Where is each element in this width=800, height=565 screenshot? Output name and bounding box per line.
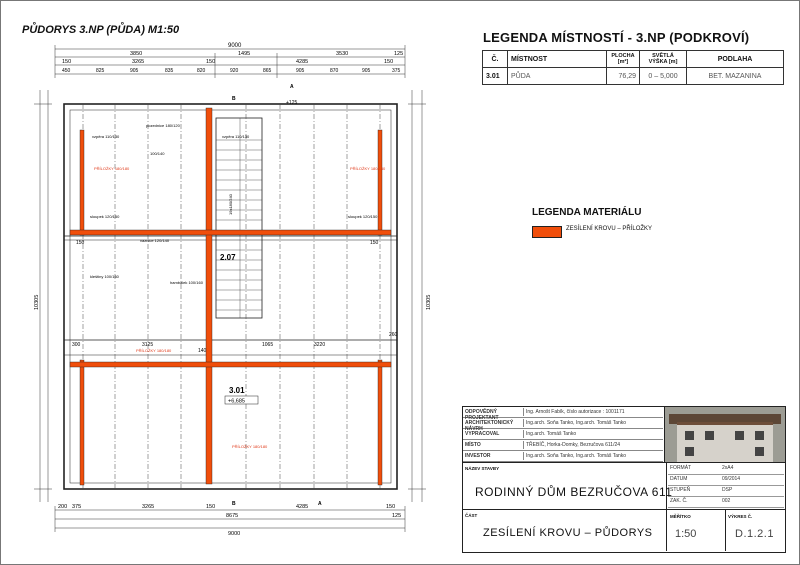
label-100: 100/140 <box>150 151 165 156</box>
dim-top-h: 4285 <box>296 59 309 65</box>
col-floor: PODLAHA <box>687 51 784 68</box>
tb-val-4: Ing.arch. Soňa Tanko, Ing.arch. Tomáš Tanko <box>523 452 626 460</box>
material-legend-title: LEGENDA MATERIÁLU <box>532 207 642 218</box>
dim-top-d: 125 <box>394 51 404 57</box>
label-schody: 19x180/240 <box>228 194 233 215</box>
dim-bot-5: 150 <box>386 504 396 510</box>
reinforcement-beams <box>70 108 391 485</box>
scale-value: 1:50 <box>675 528 697 540</box>
meta-val-3: 002 <box>722 498 731 504</box>
tb-key-3: MÍSTO <box>465 442 481 448</box>
col-room: MÍSTNOST <box>508 51 607 68</box>
meta-val-2: DSP <box>722 487 733 493</box>
label-prilozky-r: PŘÍLOŽKY 180/180 <box>350 166 386 171</box>
label-vzpera-mid: vzpěra 110/130 <box>222 134 250 139</box>
room-legend-title: LEGENDA MÍSTNOSTÍ - 3.NP (PODKROVÍ) <box>483 30 750 45</box>
label-prilozky-l: PŘÍLOŽKY 180/180 <box>94 166 130 171</box>
scale-label: MĚŘÍTKO <box>670 514 691 519</box>
dim-r4-4: 820 <box>197 68 206 74</box>
col-height: SVĚTLÁ VÝŠKA [m] <box>640 51 687 68</box>
dim-top-i: 150 <box>384 59 394 65</box>
tb-row-2 <box>463 429 663 440</box>
photo-window <box>685 447 694 456</box>
photo-window <box>685 431 694 440</box>
col-area: PLOCHA [m²] <box>607 51 640 68</box>
material-swatch <box>532 226 562 238</box>
room-legend-row <box>483 68 784 85</box>
dim-top-g: 150 <box>206 59 216 65</box>
meta-key-0: FORMÁT <box>670 465 692 471</box>
title-block <box>462 406 786 553</box>
project-name: RODINNÝ DŮM BEZRUČOVA 611 <box>475 485 673 499</box>
dim-1065: 1065 <box>262 342 274 348</box>
dim-bot-4: 4285 <box>296 504 309 510</box>
section-mark-a-top: A <box>290 84 294 90</box>
project-label: NÁZEV STAVBY <box>465 466 500 471</box>
label-vzpera-top: vzpěra 110/130 <box>92 134 120 139</box>
dim-3125: 3125 <box>142 342 154 348</box>
bottom-dim-text <box>58 504 401 537</box>
dim-260: 260 <box>389 332 398 338</box>
dim-left-overall: 10305 <box>34 294 40 310</box>
photo-window <box>735 431 744 440</box>
dim-top-c: 3530 <box>336 51 349 57</box>
dim-300: 300 <box>72 342 81 348</box>
cell-floor: BET. MAZANINA <box>687 68 784 85</box>
room-legend-table <box>482 50 784 85</box>
cell-height: 0 – 5,000 <box>640 68 687 85</box>
label-prilozky-b2: PŘÍLOŽKY 180/180 <box>232 444 268 449</box>
label-hambalek: hambálek 100/160 <box>170 280 203 285</box>
photo-window <box>755 431 764 440</box>
label-stropnice: vaznice 120/140 <box>140 238 170 243</box>
dim-lines-right <box>408 90 426 502</box>
dim-3220: 3220 <box>314 342 326 348</box>
drawing-name: ZESÍLENÍ KROVU – PŮDORYS <box>483 527 653 539</box>
tb-divider <box>666 462 667 551</box>
section-mark-b-bottom: B <box>232 501 236 507</box>
dim-top-e: 150 <box>62 59 72 65</box>
tb-val-0: Ing. Arnošt Fabík, číslo autorizace : 1001171 <box>523 408 625 416</box>
dim-r4-10: 375 <box>392 68 401 74</box>
dim-bot-1: 375 <box>72 504 82 510</box>
label-sloupek-l: sloupek 120/150 <box>90 214 120 219</box>
plan-title: PŮDORYS 3.NP (PŮDA) M1:50 <box>22 24 180 36</box>
tb-row-0 <box>463 407 663 421</box>
photo-window <box>755 447 764 456</box>
stair-treads <box>216 118 262 318</box>
dim-r4-7: 905 <box>296 68 305 74</box>
label-sloupek-r: sloupek 120/150 <box>348 214 378 219</box>
dim-top-row4 <box>62 68 401 74</box>
cell-c: 3.01 <box>483 68 508 85</box>
dim-140: 140 <box>198 348 207 354</box>
tb-key-2: VYPRACOVAL <box>465 431 500 437</box>
photo-facade <box>677 422 773 462</box>
room-number-207: 2.07 <box>220 253 236 262</box>
dim-bot-2: 3265 <box>142 504 155 510</box>
dim-top-overall: 9000 <box>228 43 242 49</box>
house-photo <box>664 407 785 462</box>
meta-row-3 <box>668 496 784 508</box>
meta-val-1: 09/2014 <box>722 476 741 482</box>
room-level-301: +6,685 <box>228 398 245 405</box>
dim-r4-0: 450 <box>62 68 71 74</box>
tb-divider <box>463 509 785 510</box>
dim-150-r: 150 <box>370 240 379 246</box>
dim-r4-6: 865 <box>263 68 272 74</box>
meta-key-3: ZAK. Č. <box>670 498 688 504</box>
drawing-number: D.1.2.1 <box>735 528 774 540</box>
section-mark-a-bottom: A <box>318 501 322 507</box>
dim-bot-3: 150 <box>206 504 216 510</box>
cell-room: PŮDA <box>508 68 607 85</box>
drawing-number-label: VÝKRES Č. <box>728 514 753 519</box>
tb-key-4: INVESTOR <box>465 453 491 459</box>
photo-window <box>705 431 714 440</box>
meta-key-1: DATUM <box>670 476 688 482</box>
dim-plus125: +125 <box>286 100 298 106</box>
tb-val-1: Ing.arch. Soňa Tanko, Ing.arch. Tomáš Tanko <box>523 419 626 427</box>
material-label: ZESÍLENÍ KROVU – PŘÍLOŽKY <box>566 226 653 232</box>
dim-top-f: 3265 <box>132 59 145 65</box>
dim-right-overall: 10305 <box>426 294 432 310</box>
drawing-label: ČÁST <box>465 513 478 518</box>
meta-val-0: 2xA4 <box>722 465 734 471</box>
room-legend-header <box>483 51 784 68</box>
tb-row-3 <box>463 440 663 451</box>
dim-lines-bottom <box>55 506 405 532</box>
tb-val-2: Ing.arch. Tomáš Tanko <box>523 430 576 438</box>
dim-bot-0: 200 <box>58 504 68 510</box>
dim-r4-3: 835 <box>165 68 174 74</box>
dim-r4-5: 920 <box>230 68 239 74</box>
meta-key-2: STUPEŇ <box>670 487 691 493</box>
tb-row-1 <box>463 418 663 432</box>
tb-val-3: TŘEBÍČ, Horka-Domky, Bezručova 611/24 <box>523 441 620 449</box>
dim-r4-9: 905 <box>362 68 371 74</box>
dim-r4-1: 825 <box>96 68 105 74</box>
dim-top-a: 3850 <box>130 51 143 57</box>
label-prilozky-bl: PŘÍLOŽKY 180/180 <box>136 348 172 353</box>
dim-bot-125: 125 <box>392 513 402 519</box>
rafter-lines <box>83 104 380 489</box>
dim-top-b: 1495 <box>238 51 251 57</box>
dim-r4-8: 870 <box>330 68 339 74</box>
cell-area: 76,29 <box>607 68 640 85</box>
room-number-301: 3.01 <box>229 386 245 395</box>
section-mark-b-top: B <box>232 96 236 102</box>
label-pozednice: pozednice 180/120 <box>146 123 180 128</box>
tb-key-0: ODPOVĚDNÝ PROJEKTANT <box>465 409 499 421</box>
dim-bot-8675: 8675 <box>226 513 239 519</box>
col-c: Č. <box>483 51 508 68</box>
dim-bot-9000: 9000 <box>228 531 241 537</box>
label-kleštiny: kleštiny 100/160 <box>90 274 119 279</box>
dim-150-l: 150 <box>76 240 85 246</box>
tb-row-4 <box>463 451 663 462</box>
dim-r4-2: 905 <box>130 68 139 74</box>
tb-key-1: ARCHITEKTONICKÝ NÁVRH <box>465 420 514 432</box>
tb-divider <box>725 509 726 551</box>
